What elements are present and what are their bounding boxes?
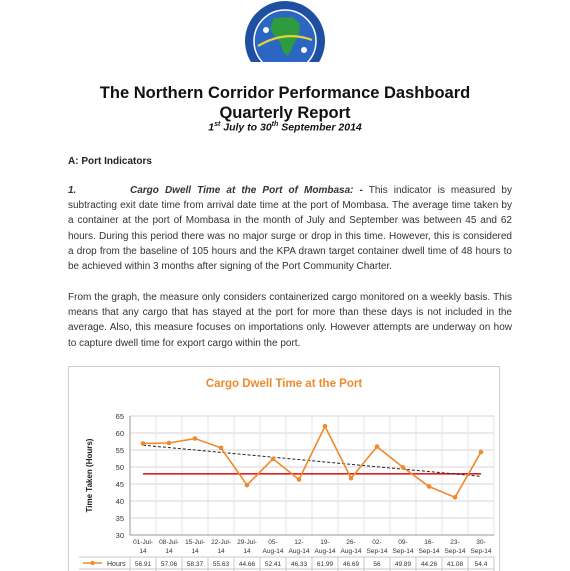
y-tick-label: 50 [115, 463, 124, 472]
indicator-body: This indicator is measured by subtracting exit date time from arrival date time at the port of Mombasa. The average time taken by a container at the port of Mombasa in the month of July and September was between 45 and 62 hours. During this period there was no major surge or drop in this time. However, this is considered a drop from the baseline of 105 hours and the KPA drawn target container dwell time of 48 hours to be achieved within 3 months after signing of the Port Community Charter. [68, 185, 512, 273]
data-point-hours [167, 441, 172, 446]
table-value: 61.99 [316, 561, 334, 568]
data-point-hours [401, 465, 406, 470]
table-value: 44.66 [238, 561, 256, 568]
chart-title: Cargo Dwell Time at the Port [205, 378, 363, 390]
y-tick-label: 55 [115, 446, 124, 455]
x-tick-label: 08-Jul- [159, 539, 179, 546]
data-point-hours [479, 450, 484, 455]
y-tick-label: 40 [115, 497, 124, 506]
table-value: 57.06 [160, 561, 178, 568]
data-point-hours [297, 477, 302, 482]
x-tick-label: 15-Jul- [185, 539, 205, 546]
table-value: 46.69 [342, 561, 360, 568]
dwell-time-chart [68, 366, 500, 571]
x-tick-label: Aug-14 [314, 548, 336, 555]
data-point-hours [271, 457, 276, 462]
table-value: 41.08 [446, 561, 464, 568]
chart-canvas [69, 367, 499, 571]
data-point-hours [245, 483, 250, 488]
organization-logo [244, 0, 326, 62]
data-point-hours [453, 495, 458, 500]
table-value: 49.89 [394, 561, 412, 568]
data-point-hours [323, 424, 328, 429]
x-tick-label: Sep-14 [366, 548, 388, 555]
x-tick-label: 26- [346, 539, 356, 546]
x-tick-label: 09- [398, 539, 408, 546]
x-tick-label: 14 [217, 548, 225, 555]
indicator-heading: Cargo Dwell Time at the Port of Mombasa: - [130, 185, 363, 196]
data-point-hours [219, 446, 224, 451]
data-point-hours [141, 441, 146, 446]
section-heading: A: Port Indicators [68, 156, 152, 167]
legend-label: Hours [107, 561, 126, 568]
table-value: 56.91 [134, 561, 152, 568]
report-title: The Northern Corridor Performance Dashboard [99, 84, 471, 102]
report-period: 1st July to 30th September 2014 [208, 121, 362, 134]
x-tick-label: Aug-14 [340, 548, 362, 555]
y-tick-label: 65 [115, 412, 124, 421]
x-tick-label: 05- [268, 539, 278, 546]
table-value: 56 [373, 561, 381, 568]
data-point-hours [193, 436, 198, 441]
table-value: 46.33 [290, 561, 308, 568]
x-tick-label: Sep-14 [418, 548, 440, 555]
x-tick-label: 22-Jul- [211, 539, 231, 546]
x-tick-label: 14 [165, 548, 173, 555]
x-tick-label: Aug-14 [288, 548, 310, 555]
y-tick-label: 30 [115, 531, 124, 540]
y-tick-label: 60 [115, 429, 124, 438]
corridor-emblem-icon [244, 0, 326, 62]
x-tick-label: 23- [450, 539, 460, 546]
x-tick-label: 01-Jul- [133, 539, 153, 546]
x-tick-label: 14 [139, 548, 147, 555]
legend-marker-hours [90, 561, 94, 565]
y-axis-label: Time Taken (Hours) [85, 438, 94, 513]
x-tick-label: 14 [191, 548, 199, 555]
x-tick-label: Sep-14 [392, 548, 414, 555]
table-value: 52.41 [264, 561, 282, 568]
x-tick-label: 29-Jul- [237, 539, 257, 546]
data-point-hours [375, 444, 380, 449]
y-tick-label: 35 [115, 514, 124, 523]
x-tick-label: 12- [294, 539, 304, 546]
data-point-hours [427, 484, 432, 489]
x-tick-label: 19- [320, 539, 330, 546]
table-value: 54.4 [474, 561, 488, 568]
x-tick-label: 16- [424, 539, 434, 546]
x-tick-label: Sep-14 [444, 548, 466, 555]
table-value: 44.26 [420, 561, 438, 568]
data-point-hours [349, 476, 354, 481]
x-tick-label: Sep-14 [470, 548, 492, 555]
x-tick-label: 14 [243, 548, 251, 555]
y-tick-label: 45 [115, 480, 124, 489]
indicator-paragraph [68, 183, 512, 274]
report-subtitle: Quarterly Report [219, 104, 351, 122]
explanation-paragraph: From the graph, the measure only considers containerized cargo monitored on a weekly basis. This means that any cargo that has stayed at the port for more than these days is not included in the average. Also, this measure focuses on importations only. However attempts are underway on how to capture dwell time for export cargo within the port. [68, 292, 512, 349]
x-tick-label: 02- [372, 539, 382, 546]
x-tick-label: 30- [476, 539, 486, 546]
table-value: 58.37 [186, 561, 204, 568]
x-tick-label: Aug-14 [262, 548, 284, 555]
indicator-number: 1. [68, 185, 77, 196]
table-value: 55.63 [212, 561, 230, 568]
